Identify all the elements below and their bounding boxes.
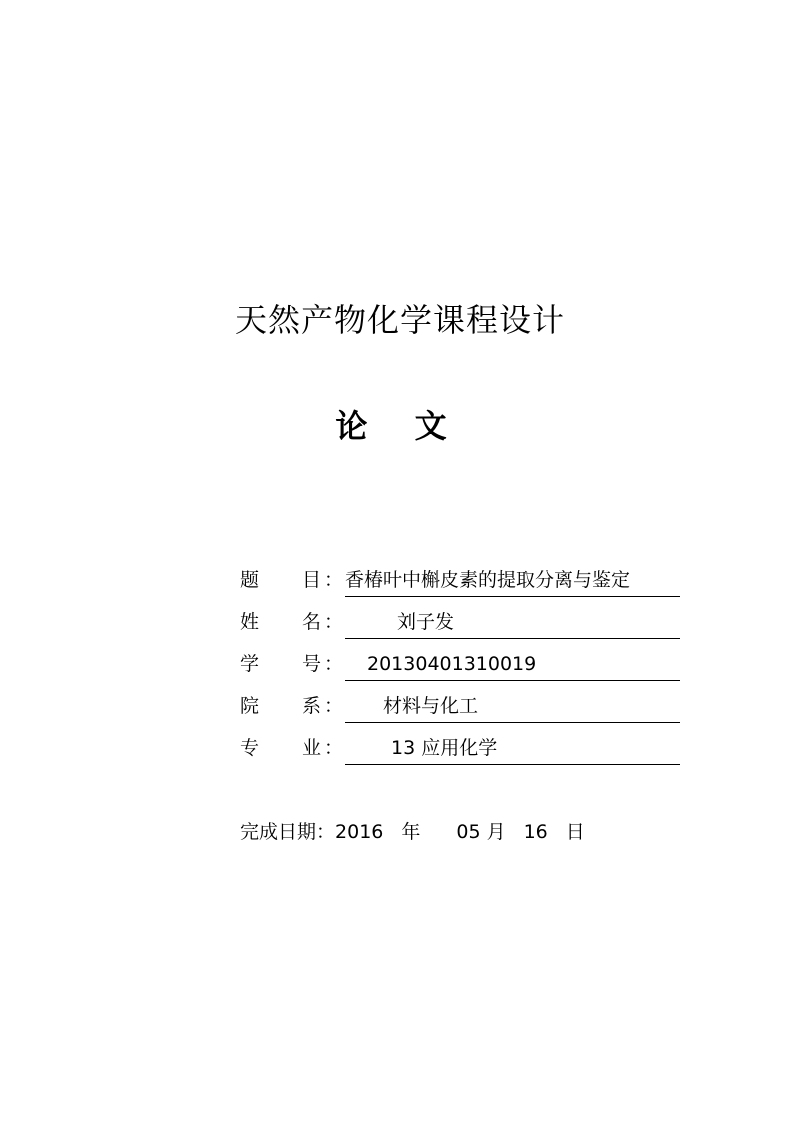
completion-day-unit: 日 [565, 821, 585, 843]
info-value-major [345, 730, 680, 765]
label-colon: ： [324, 737, 344, 759]
completion-month-unit: 月 [486, 821, 506, 843]
info-row-title [240, 562, 680, 604]
completion-label: 完成日期： [240, 821, 336, 843]
info-row-major [240, 730, 680, 772]
label-char: 院 [240, 695, 260, 717]
info-value-student-id [345, 646, 680, 681]
completion-year-unit: 年 [401, 821, 421, 843]
info-value-name [345, 604, 680, 639]
info-row-name [240, 604, 680, 646]
label-char: 名 [302, 611, 322, 633]
info-row-department [240, 688, 680, 730]
label-char: 姓 [240, 611, 260, 633]
label-char: 系 [302, 695, 322, 717]
completion-date [240, 814, 585, 850]
info-value-department [345, 688, 680, 723]
label-colon: ： [324, 569, 344, 591]
major-text: 13 应用化学 [391, 737, 498, 759]
label-char: 业 [302, 737, 322, 759]
student-name-text: 刘子发 [397, 611, 455, 633]
student-id-text: 20130401310019 [367, 653, 537, 675]
label-char: 目 [302, 569, 322, 591]
label-char: 学 [240, 653, 260, 675]
label-colon: ： [324, 653, 344, 675]
info-value-title [345, 562, 680, 597]
info-row-student-id [240, 646, 680, 688]
label-char: 号 [302, 653, 322, 675]
department-text: 材料与化工 [383, 695, 479, 717]
label-char: 题 [240, 569, 260, 591]
info-table [240, 562, 680, 772]
completion-month: 05 [456, 821, 481, 843]
completion-day: 16 [523, 821, 548, 843]
course-title: 天然产物化学课程设计 [234, 301, 565, 339]
label-colon: ： [324, 611, 344, 633]
document-type: 论 文 [335, 407, 465, 445]
label-char: 专 [240, 737, 260, 759]
thesis-title-text: 香椿叶中槲皮素的提取分离与鉴定 [345, 569, 631, 591]
completion-year: 2016 [335, 821, 384, 843]
label-colon: ： [324, 695, 344, 717]
